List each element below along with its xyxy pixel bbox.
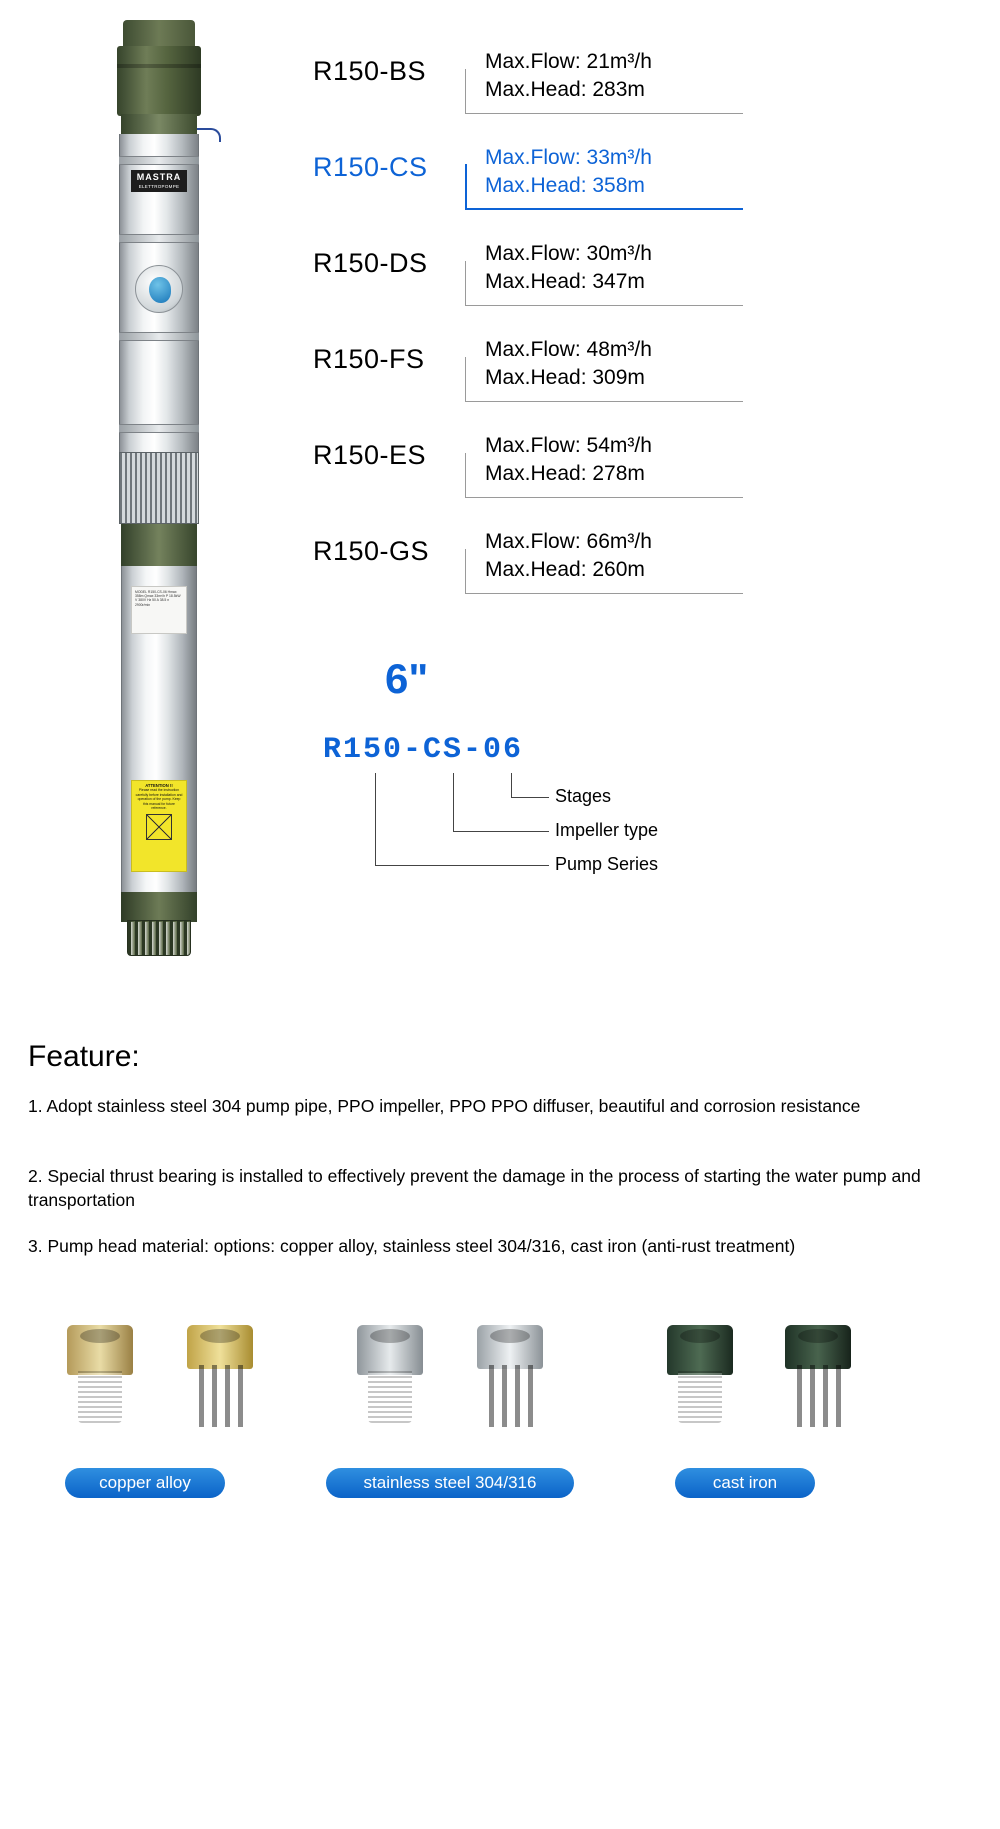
model-name: R150-DS (313, 248, 428, 278)
model-max-head: Max.Head: 260m (485, 558, 645, 581)
pump-body-band (119, 156, 199, 165)
model-max-head: Max.Head: 358m (485, 174, 645, 197)
model-row[interactable] (313, 318, 743, 414)
model-name: R150-CS (313, 152, 428, 182)
motor-foot (127, 920, 191, 956)
model-specs (485, 48, 652, 104)
motor-warning-label (131, 780, 187, 872)
part-bore-icon (200, 1329, 240, 1343)
model-name: R150-FS (313, 344, 425, 374)
warning-symbol-icon (146, 814, 172, 840)
part-bore-icon (490, 1329, 530, 1343)
part-thread (78, 1371, 122, 1423)
model-max-flow: Max.Flow: 33m³/h (485, 146, 652, 169)
model-name: R150-BS (313, 56, 427, 86)
model-divider (465, 208, 743, 210)
model-row[interactable] (313, 510, 743, 606)
model-max-head: Max.Head: 283m (485, 78, 645, 101)
model-specs (485, 432, 652, 488)
material-badge-stainless[interactable]: stainless steel 304/316 (326, 1468, 574, 1498)
pump-body-band (119, 234, 199, 243)
model-specs (485, 144, 652, 200)
part-thread (678, 1371, 722, 1423)
pump-head-part (645, 1325, 755, 1450)
warning-text: Please read the instruction carefully before installation and operation of the pump. Keep this manual for future reference. (135, 788, 183, 811)
material-images (635, 1320, 935, 1450)
model-divider (465, 593, 743, 594)
callout-impeller-line-h (453, 831, 549, 832)
submersible-pump-illustration (95, 20, 225, 950)
brand-seal-icon (135, 265, 183, 313)
part-bore-icon (798, 1329, 838, 1343)
part-slots (191, 1365, 249, 1427)
material-badge-copper[interactable]: copper alloy (65, 1468, 225, 1498)
model-row[interactable] (313, 414, 743, 510)
part-bore-icon (680, 1329, 720, 1343)
material-badge-cast-iron[interactable]: cast iron (675, 1468, 815, 1498)
model-max-head: Max.Head: 347m (485, 270, 645, 293)
motor-lower-bracket (121, 892, 197, 922)
feature-item: 2. Special thrust bearing is installed to effectively prevent the damage in the process of starting the water pump and transportation (28, 1166, 921, 1210)
model-divider (465, 401, 743, 402)
callout-stages-label: Stages (555, 786, 612, 806)
pump-body-band (119, 332, 199, 341)
pump-cage-part (165, 1325, 275, 1450)
model-list (313, 30, 743, 606)
part-bore-icon (370, 1329, 410, 1343)
model-code: R150-CS-06 (323, 733, 524, 767)
pump-body-band (119, 424, 199, 433)
part-bore-icon (80, 1329, 120, 1343)
model-max-head: Max.Head: 309m (485, 366, 645, 389)
model-divider (465, 497, 743, 498)
pump-head-part (45, 1325, 155, 1450)
model-max-flow: Max.Flow: 66m³/h (485, 530, 652, 553)
feature-item: 1. Adopt stainless steel 304 pump pipe, PPO impeller, PPO PPO diffuser, beautiful and corrosion resistance (28, 1096, 861, 1116)
feature-item: 3. Pump head material: options: copper alloy, stainless steel 304/316, cast iron (anti-rust treatment) (28, 1236, 796, 1256)
brand-subtitle: ELETTROPOMPE (138, 184, 180, 189)
part-thread (368, 1371, 412, 1423)
part-slots (789, 1365, 847, 1427)
callout-series-label: Pump Series (555, 854, 659, 874)
model-specs (485, 240, 652, 296)
callout-series-line-h (375, 865, 549, 866)
feature-title: Feature: (28, 1040, 140, 1073)
material-group-cast-iron (635, 1320, 935, 1492)
model-name: R150-ES (313, 440, 427, 470)
material-options-section (0, 1320, 1000, 1560)
model-specs (485, 336, 652, 392)
callout-stages-line-h (511, 797, 549, 798)
model-name: R150-GS (313, 536, 430, 566)
callout-series-line-v (375, 773, 376, 865)
pump-cage-part (763, 1325, 873, 1450)
pump-top-cap (123, 20, 195, 48)
material-images (330, 1320, 630, 1450)
motor-upper-bracket (121, 524, 197, 568)
callout-stages-line-v (511, 773, 512, 797)
model-row[interactable] (313, 222, 743, 318)
motor-spec-label: MODEL R150-CS-06 Hmax 358m Qmax 33m³/h P 18.5kW V 380V Hz 50 A 38.5 n 2900r/min (131, 586, 187, 634)
pump-intake-screen (119, 452, 199, 524)
model-row[interactable] (313, 30, 743, 126)
pump-head-part (335, 1325, 445, 1450)
model-divider (465, 113, 743, 114)
pump-cage-part (455, 1325, 565, 1450)
pump-discharge-head (117, 46, 201, 116)
model-row[interactable] (313, 126, 743, 222)
model-max-flow: Max.Flow: 54m³/h (485, 434, 652, 457)
part-slots (481, 1365, 539, 1427)
pump-collar (121, 114, 197, 136)
warning-title: ATTENTION !! (145, 783, 173, 788)
callout-impeller-line-v (453, 773, 454, 831)
material-group-stainless (330, 1320, 630, 1492)
model-max-head: Max.Head: 278m (485, 462, 645, 485)
material-group-copper (35, 1320, 335, 1492)
model-specs (485, 528, 652, 584)
callout-impeller-label: Impeller type (555, 820, 659, 840)
brand-plate (131, 170, 187, 192)
pump-size-label: 6" (385, 655, 429, 702)
brand-name: MASTRA (136, 172, 182, 182)
model-max-flow: Max.Flow: 30m³/h (485, 242, 652, 265)
material-images (35, 1320, 335, 1450)
model-max-flow: Max.Flow: 21m³/h (485, 50, 652, 73)
model-max-flow: Max.Flow: 48m³/h (485, 338, 652, 361)
model-divider (465, 305, 743, 306)
